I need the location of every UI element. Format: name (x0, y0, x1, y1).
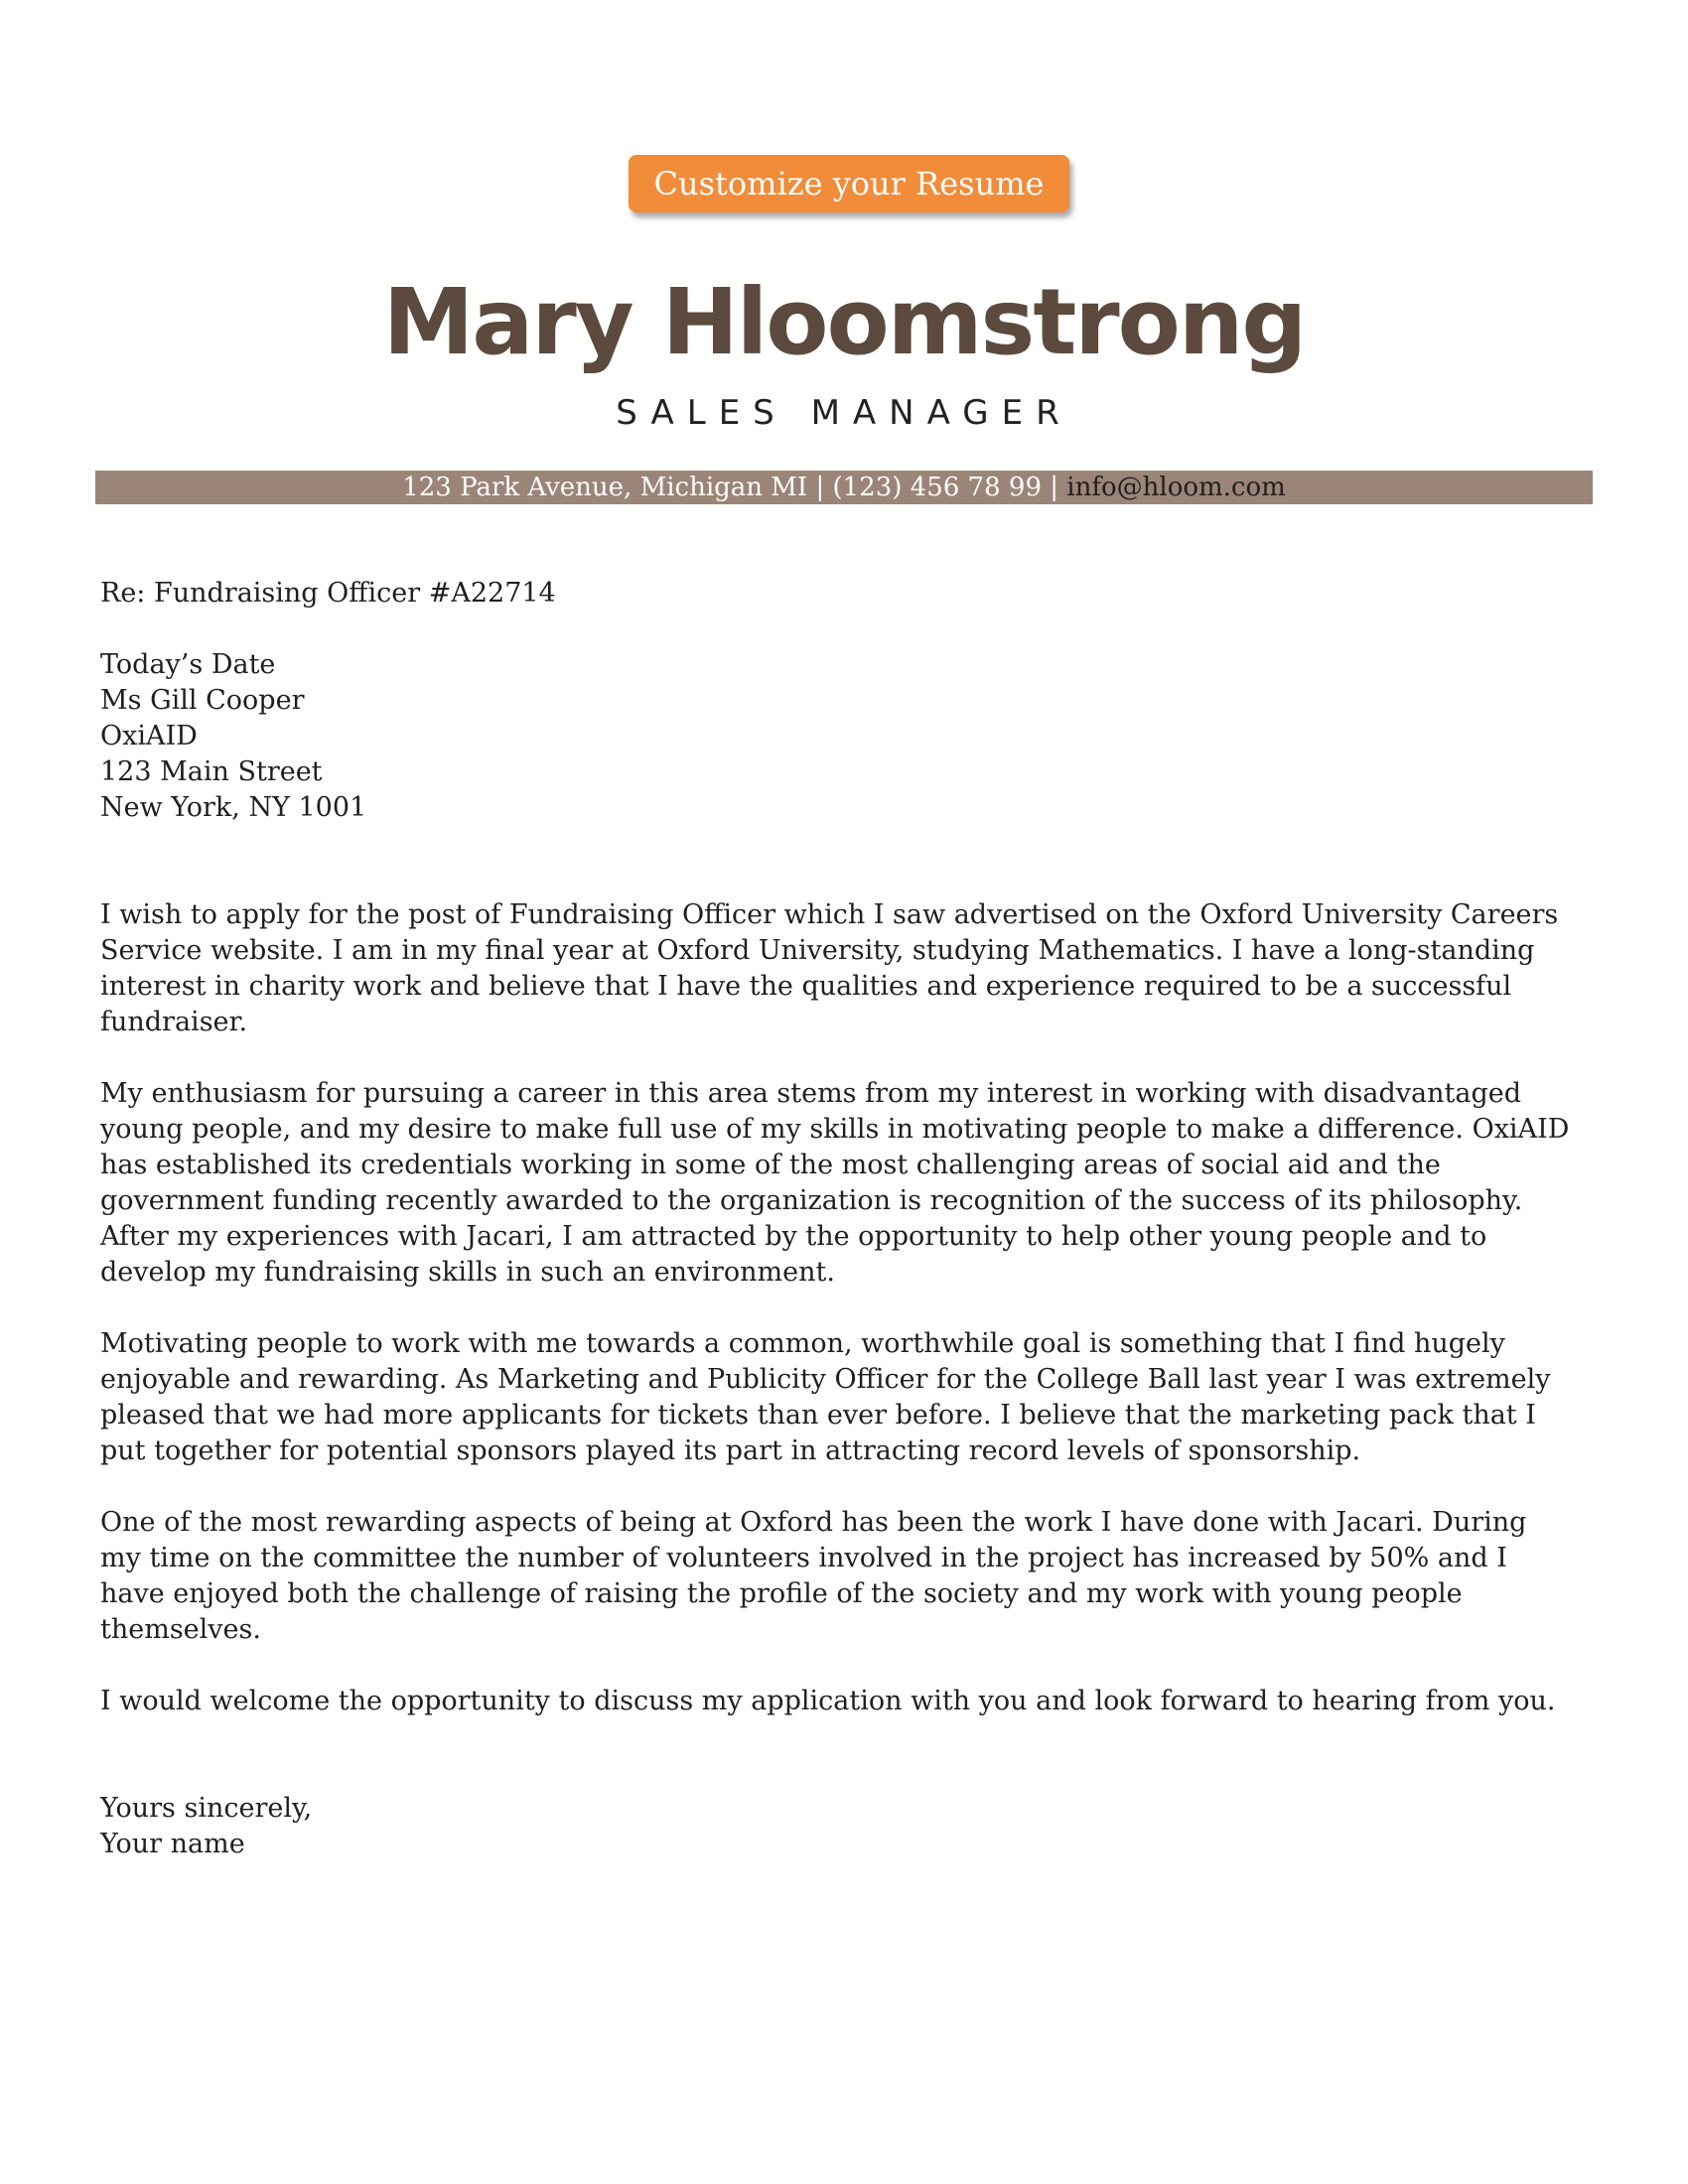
customize-resume-button[interactable]: Customize your Resume (629, 155, 1069, 212)
contact-address: 123 Park Avenue, Michigan MI (402, 473, 808, 502)
job-title: SALES MANAGER (616, 393, 1072, 433)
signature-name: Your name (100, 1829, 245, 1859)
recipient-block (100, 647, 1570, 826)
paragraph-2: My enthusiasm for pursuing a career in this area stems from my interest in working with disadvantaged young people, and my desire to make full use of my skills in motivating people to make a difference. OxiAID has established its credentials working in some of the most challenging areas of social aid and the government funding recently awarded to the organization is recognition of the success of its philosophy. After my experiences with Jacari, I am attracted by the opportunity to help other young people and to develop my fundraising skills in such an environment. (100, 1078, 1570, 1288)
contact-email-link[interactable]: info@hloom.com (1066, 473, 1286, 502)
letter-date: Today’s Date (100, 649, 276, 680)
recipient-name: Ms Gill Cooper (100, 685, 305, 716)
closing-block (100, 1791, 1570, 1862)
paragraph-1: I wish to apply for the post of Fundraising Officer which I saw advertised on the Oxford University Careers Service website. I am in my final year at Oxford University, studying Mathematics. I have a long-standing interest in charity work and believe that I have the qualities and experience required to be a successful fundraiser. (100, 899, 1559, 1037)
paragraph-3: Motivating people to work with me towards a common, worthwhile goal is something that I find hugely enjoyable and rewarding. As Marketing and Publicity Officer for the College Ball last year I was extremely pleased that we had more applicants for tickets than ever before. I believe that the marketing pack that I put together for potential sponsors played its part in attracting record levels of sponsorship. (100, 1328, 1551, 1466)
applicant-name: Mary Hloomstrong (382, 269, 1306, 375)
recipient-city: New York, NY 1001 (100, 792, 367, 823)
paragraph-5: I would welcome the opportunity to discuss my application with you and look forward to hearing from you. (100, 1686, 1556, 1716)
closing-line: Yours sincerely, (100, 1793, 313, 1824)
contact-separator: | (815, 473, 825, 502)
recipient-company: OxiAID (100, 721, 198, 751)
reference-line: Re: Fundraising Officer #A22714 (100, 578, 556, 609)
contact-separator: | (1050, 473, 1059, 502)
contact-phone: (123) 456 78 99 (832, 473, 1042, 502)
letter-body (100, 576, 1570, 1862)
contact-bar (95, 471, 1593, 504)
paragraph-4: One of the most rewarding aspects of being at Oxford has been the work I have done with Jacari. During my time on the committee the number of volunteers involved in the project has increased by 50% and I have enjoyed both the challenge of raising the profile of the society and my work with young people themselves. (100, 1507, 1527, 1645)
recipient-street: 123 Main Street (100, 756, 323, 787)
